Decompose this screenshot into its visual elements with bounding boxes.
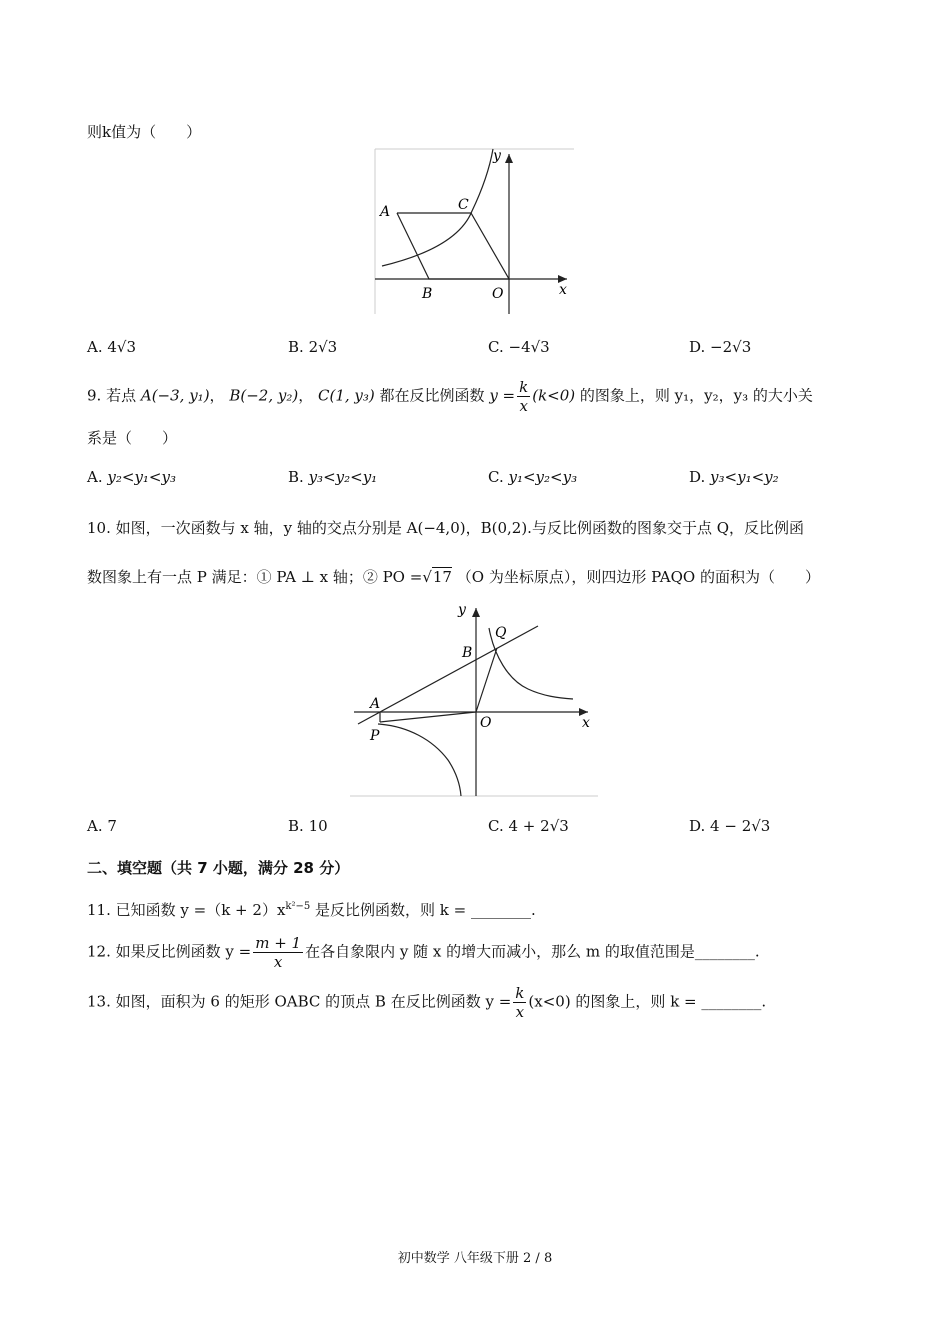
- q8-curve: [382, 149, 493, 266]
- q10-option-c[interactable]: C. 4 + 2√3: [488, 817, 569, 835]
- q8-option-c[interactable]: C. −4√3: [488, 338, 550, 356]
- q9-line2: 系是（ ）: [87, 429, 178, 447]
- q8-label-x: x: [559, 282, 567, 298]
- q10-figure: [348, 600, 600, 798]
- q10-option-d[interactable]: D. 4 − 2√3: [689, 817, 771, 835]
- page-footer: 初中数学 八年级下册 2 / 8: [397, 1251, 553, 1266]
- q8-label-y: y: [493, 148, 501, 164]
- q8-label-A: A: [380, 204, 391, 220]
- q9-option-a[interactable]: A. y₂<y₁<y₃: [87, 468, 176, 486]
- q10-line1: 10. 如图，一次函数与 x 轴，y 轴的交点分别是 A(−4,0)，B(0,2).与反比例函数的图象交于点 Q，反比例函: [87, 519, 805, 537]
- q8-label-C: C: [458, 197, 469, 213]
- q8-option-a[interactable]: A. 4√3: [87, 338, 137, 356]
- q10-line: [358, 626, 538, 724]
- q12-line: 12. 如果反比例函数 y = $\frac{m + 1}{x}$ 在各自象限内 y 随 x 的增大而减小，那么 m 的取值范围是________.: [87, 934, 760, 971]
- q13-line: 13. 如图，面积为 6 的矩形 OABC 的顶点 B 在反比例函数 y = $\frac{k}{x}$ (x<0) 的图象上，则 k = ________.: [87, 984, 767, 1021]
- q10-label-O: O: [480, 715, 492, 731]
- section2-heading: 二、填空题（共 7 小题，满分 28 分）: [87, 859, 350, 877]
- q8-option-d[interactable]: D. −2√3: [689, 338, 752, 356]
- q11-line: 11. 已知函数 $y =(k + 2)x^{k^2-5}$ 是反比例函数，则 k = ________.: [87, 901, 536, 919]
- q8-option-b[interactable]: B. 2√3: [288, 338, 338, 356]
- q9-option-b[interactable]: B. y₃<y₂<y₁: [288, 468, 378, 486]
- q9-option-c[interactable]: C. y₁<y₂<y₃: [488, 468, 578, 486]
- q10-segment-PO: [380, 712, 476, 722]
- q10-option-a[interactable]: A. 7: [87, 817, 117, 835]
- q9-option-d[interactable]: D. y₃<y₁<y₂: [689, 468, 779, 486]
- q10-label-y: y: [458, 602, 466, 618]
- q10-curve-q3: [378, 724, 461, 796]
- q10-option-b[interactable]: B. 10: [288, 817, 328, 835]
- q8-figure: [372, 146, 577, 318]
- q9-line1: 9. 若点 A(−3, y₁)， B(−2, y₂)， C(1, y₃) 都在反比例函数 y = $\frac{k}{x}$ (k<0) 的图象上，则 y₁，y₂，y₃ 的大小关: [87, 378, 813, 415]
- q8-parallelogram: [397, 213, 509, 279]
- q8-label-O: O: [492, 286, 504, 302]
- q10-label-A: A: [370, 696, 381, 712]
- q8-stem: 则k值为（ ）: [87, 123, 202, 141]
- q10-label-x: x: [582, 715, 590, 731]
- q10-line2: 数图象上有一点 P 满足：① PA ⊥ x 轴；② PO =√17 （O 为坐标原点），则四边形 PAQO 的面积为（ ）: [87, 568, 820, 586]
- q10-label-P: P: [370, 728, 380, 744]
- q10-label-Q: Q: [495, 625, 507, 641]
- q10-label-B: B: [462, 645, 473, 661]
- q8-label-B: B: [422, 286, 433, 302]
